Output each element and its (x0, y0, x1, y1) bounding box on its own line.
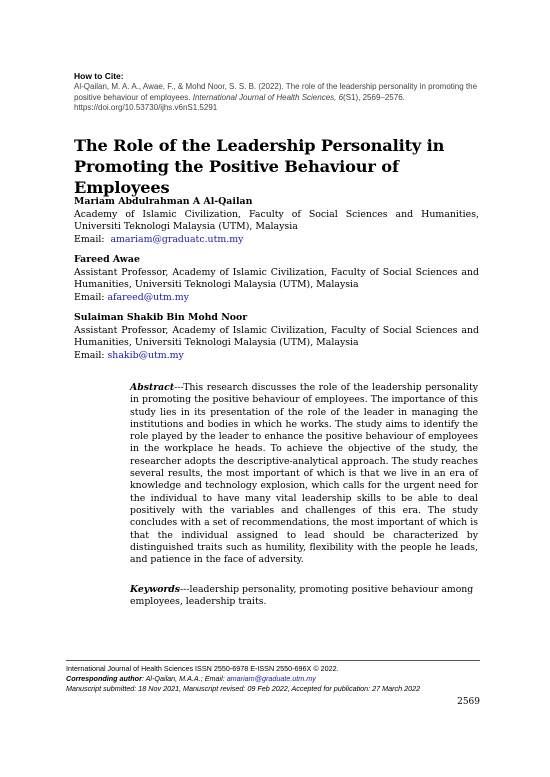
author-affiliation: Academy of Islamic Civilization, Faculty of Social Sciences and Humanities, Universiti Teknologi Malaysia (UTM), Malaysia (74, 208, 479, 232)
author-name: Fareed Awae (74, 254, 140, 265)
citation-prefix: Al-Qailan, M. A. A., Awae, F., & Mohd Noor, S. S. B. (2022). The role of the leadership personality in promoting the positive behaviour of employees. (74, 82, 478, 102)
keywords-separator: --- (180, 584, 190, 595)
citation-text (74, 82, 484, 114)
author-block (74, 196, 479, 246)
abstract-separator: --- (174, 382, 184, 393)
author-email-line (74, 234, 479, 247)
email-label: Email: (74, 233, 105, 245)
keywords (130, 584, 478, 609)
citation-block (74, 71, 484, 114)
paper-title: The Role of the Leadership Personality in Promoting the Positive Behaviour of Employees (74, 136, 445, 197)
keywords-label: Keywords (130, 584, 181, 595)
author-block (74, 312, 479, 362)
author-affiliation: Assistant Professor, Academy of Islamic Civilization, Faculty of Social Sciences and Humanities, Universiti Teknologi Malaysia (UTM), Malaysia (74, 324, 479, 348)
footer-divider (66, 660, 480, 661)
citation-heading: How to Cite: (74, 71, 124, 81)
email-label: Email: (74, 291, 105, 303)
author-affiliation: Assistant Professor, Academy of Islamic Civilization, Faculty of Social Sciences and Humanities, Universiti Teknologi Malaysia (UTM), Malaysia (74, 266, 479, 290)
footer-corresponding (66, 674, 480, 684)
author-email-line (74, 292, 479, 305)
corresponding-email-link[interactable]: amariam@graduate.utm.my (226, 673, 316, 683)
abstract (130, 382, 478, 566)
corresponding-label: Corresponding author (66, 673, 142, 683)
author-name: Mariam Abdulrahman A Al-Qailan (74, 196, 253, 207)
corresponding-text: : Al-Qailan, M.A.A.; Email: (141, 673, 227, 683)
author-email-link[interactable]: shakib@utm.my (107, 349, 184, 361)
page-footer (66, 664, 480, 693)
email-label: Email: (74, 349, 105, 361)
author-email-link[interactable]: afareed@utm.my (107, 291, 189, 303)
abstract-text: This research discusses the role of the leadership personality in promoting the positive behaviour of employees. The importance of this study lies in its presentation of the role of the leader in managing the institutions and bodies in which he works. The study aims to identify the role played by the leader to enhance the positive behaviour of employees in the workplace he heads. To achieve the objective of the study, the researcher adopts the descriptive-analytical approach. The study reaches several results, the most important of which is that we live in an era of knowledge and technology explosion, which calls for the urgent need for the individual to have many vital leadership skills to be able to deal positively with the variables and challenges of this era. The study concludes with a set of recommendations, the most important of which is that the individual assigned to lead should be characterized by distinguished traits such as humility, flexibility with the people he leads, and patience in the face of adversity. (130, 382, 478, 566)
abstract-label: Abstract (130, 382, 175, 393)
footer-dates: Manuscript submitted: 18 Nov 2021, Manuscript revised: 09 Feb 2022, Accepted for publication: 27 March 2022 (66, 683, 421, 693)
author-email-link[interactable]: amariam@graduatc.utm.my (110, 233, 244, 245)
author-block (74, 254, 479, 304)
keywords-text: leadership personality, promoting positive behaviour among employees, leadership traits. (130, 584, 474, 608)
citation-journal: International Journal of Health Sciences, 6 (192, 92, 344, 102)
author-name: Sulaiman Shakib Bin Mohd Noor (74, 312, 248, 323)
footer-issn: International Journal of Health Sciences ISSN 2550-6978 E-ISSN 2550-696X © 2022. (66, 664, 339, 673)
author-email-line (74, 350, 479, 363)
citation-suffix: (S1), 2569–2576. https://doi.org/10.53730/ijhs.v6nS1.5291 (74, 92, 405, 112)
page-number: 2569 (457, 697, 480, 707)
